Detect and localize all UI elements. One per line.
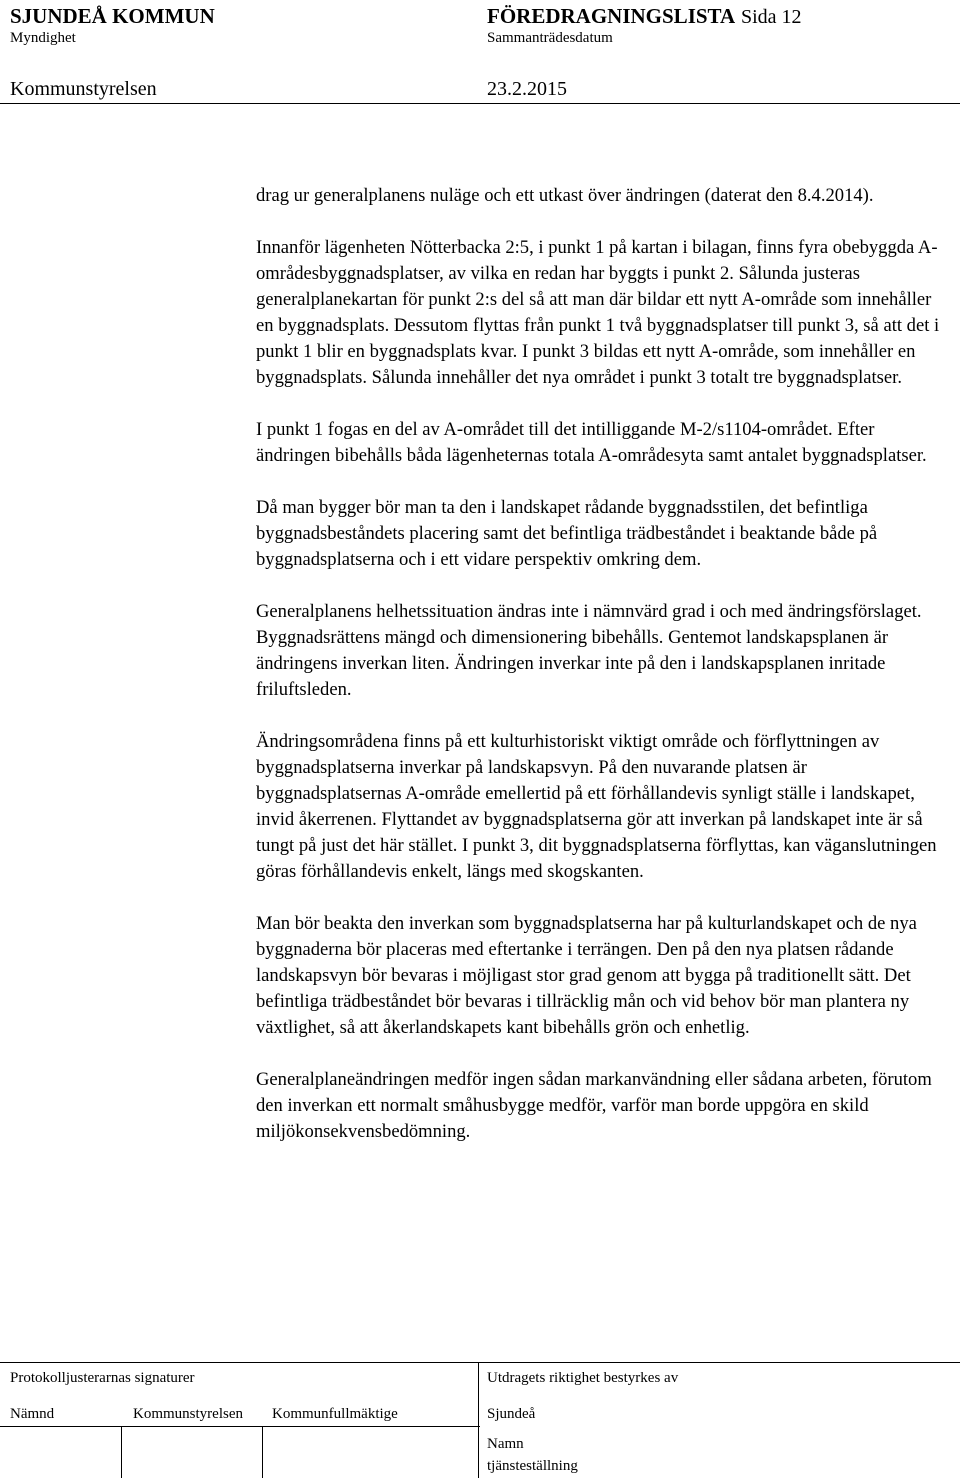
paragraph: Man bör beakta den inverkan som byggnadsplatserna har på kulturlandskapet och de nya byggnaderna bör placeras med eftertanke i terrängen. Den på den nya platsen rådande landskapsvyn bör bevaras i möjligast stor grad genom att bygga på traditionellt sätt. Det befintliga trädbeståndet bör bevaras i tillräcklig mån och vid behov bör man plantera ny växtlighet, så att åkerlandskapets kant bibehålls grön och enhetlig.: [256, 913, 917, 1038]
signatures-label: Protokolljusterarnas signaturer: [10, 1370, 195, 1386]
footer-center-divider: [478, 1362, 479, 1478]
certified-label: Utdragets riktighet bestyrkes av: [487, 1370, 679, 1386]
body-kommunfullmaktige: Kommunfullmäktige: [272, 1406, 398, 1422]
footer-top-rule: [0, 1362, 960, 1363]
name-label: Namn: [487, 1436, 524, 1452]
document-body: [256, 183, 952, 1145]
signature-box-divider: [121, 1426, 122, 1478]
meeting-date-label: Sammanträdesdatum: [487, 30, 613, 46]
page-number: Sida 12: [741, 6, 802, 28]
signature-box-divider: [262, 1426, 263, 1478]
authority-label: Myndighet: [10, 30, 76, 46]
document-type: FÖREDRAGNINGSLISTA: [487, 4, 736, 28]
body-kommunstyrelsen: Kommunstyrelsen: [133, 1406, 243, 1422]
paragraph: Då man bygger bör man ta den i landskapet rådande byggnadsstilen, det befintliga byggnadsbeståndets placering samt det befintliga trädbeståndet i beaktande både på byggnadsplatserna och i ett vidare perspektiv omkring dem.: [256, 497, 878, 570]
position-label: tjänsteställning: [487, 1458, 578, 1474]
paragraph: Generalplanens helhetssituation ändras inte i nämnvärd grad i och med ändringsförslaget. Byggnadsrättens mängd och dimensionering bibehålls. Gentemot landskapsplanen är ändringens inverkan liten. Ändringen inverkar inte på den i landskapsplanen inritade friluftsleden.: [256, 601, 922, 700]
footer-mid-rule: [0, 1426, 480, 1427]
organization-name: SJUNDEÅ KOMMUN: [10, 4, 215, 28]
header-rule: [0, 103, 960, 104]
paragraph: Generalplaneändringen medför ingen sådan markanvändning eller sådana arbeten, förutom den inverkan ett normalt småhusbygge medför, varför man borde uppgöra en skild miljökonsekvensbedömning.: [256, 1069, 932, 1142]
paragraph: Innanför lägenheten Nötterbacka 2:5, i punkt 1 på kartan i bilagan, finns fyra obebyggda A-områdesbyggnadsplatser, av vilka en redan har byggts i punkt 2. Sålunda justeras generalplanekartan för punkt 2:s del så att man där bildar ett nytt A-område som innehåller en byggnadsplats. Dessutom flyttas från punkt 1 två byggnadsplatser till punkt 3, så att det i punkt 1 blir en byggnadsplats kvar. I punkt 3 bildas ett nytt A-område, som innehåller en byggnadsplats. Sålunda innehåller det nya området i punkt 3 totalt tre byggnadsplatser.: [256, 237, 940, 388]
paragraph: I punkt 1 fogas en del av A-området till det intilliggande M-2/s1104-området. Efter ändringen bibehålls båda lägenheternas totala A-områdesyta samt antalet byggnadsplatser.: [256, 419, 927, 466]
authority: Kommunstyrelsen: [10, 78, 157, 100]
paragraph: drag ur generalplanens nuläge och ett utkast över ändringen (daterat den 8.4.2014).: [256, 185, 874, 206]
meeting-date: 23.2.2015: [487, 78, 567, 100]
place: Sjundeå: [487, 1406, 536, 1422]
body-label: Nämnd: [10, 1406, 55, 1422]
paragraph: Ändringsområdena finns på ett kulturhistoriskt viktigt område och förflyttningen av byggnadsplatserna inverkar på landskapsvyn. På den nuvarande platsen är byggnadsplatsernas A-område emellertid på ett förhållandevis synligt ställe i landskapet, invid åkerrenen. Flyttandet av byggnadsplatserna gör att inverkan på landskapet inte är så tungt på just det här stället. I punkt 3, dit byggnadsplatserna förflyttas, kan väganslutningen göras förhållandevis enkelt, längs med skogskanten.: [256, 731, 937, 882]
